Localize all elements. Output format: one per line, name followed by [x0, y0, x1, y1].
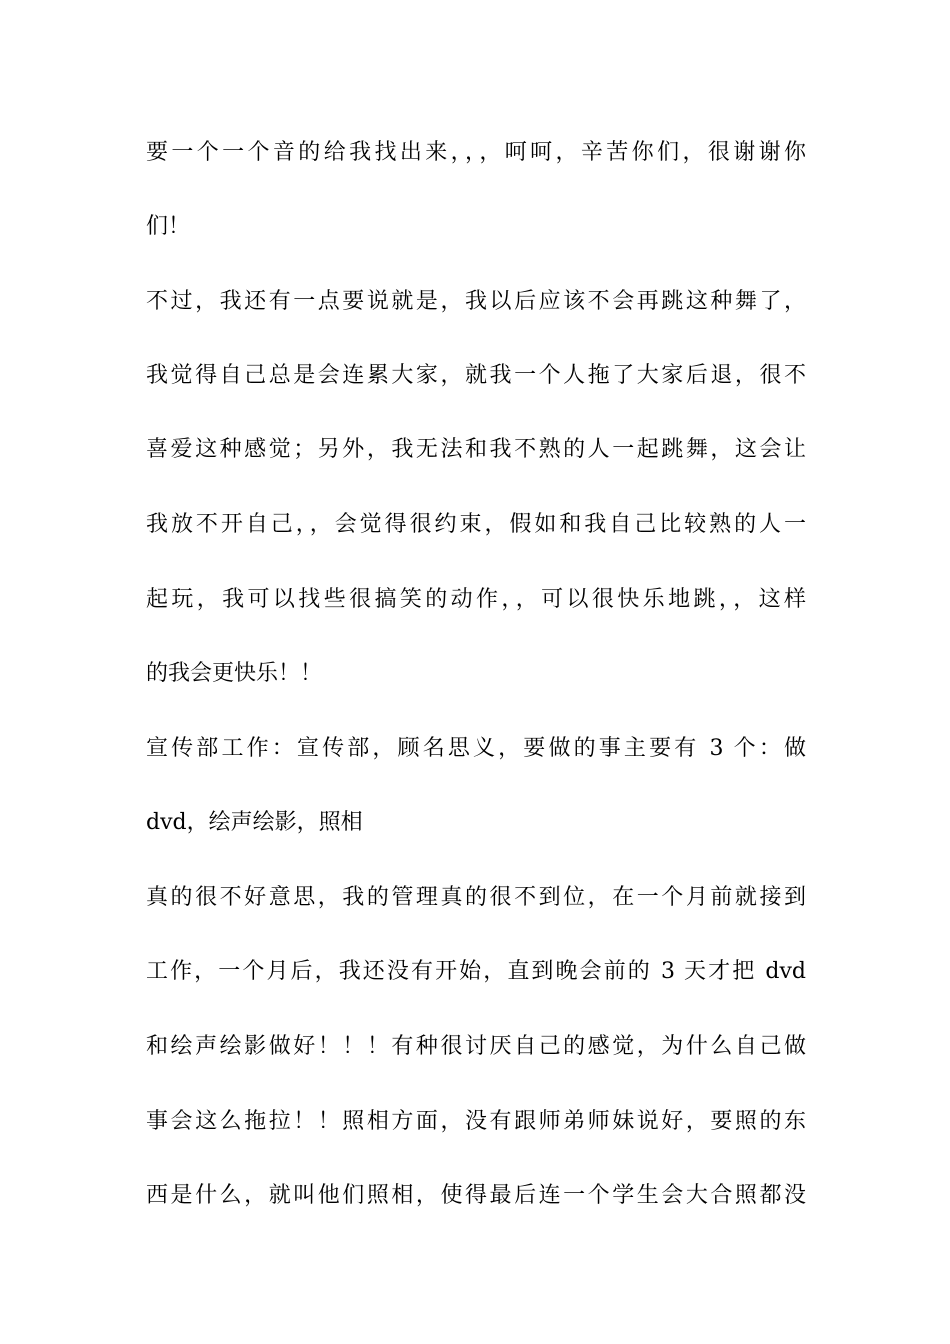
text-line: 真的很不好意思，我的管理真的很不到位，在一个月前就接到 [146, 885, 806, 910]
text-line: 的我会更快乐！！ [146, 661, 323, 686]
text-line: 起玩，我可以找些很搞笑的动作，，可以很快乐地跳，，这样 [146, 587, 806, 612]
text-line: 我放不开自己，，会觉得很约束，假如和我自己比较熟的人一 [146, 512, 806, 537]
text-line: 不过，我还有一点要说就是，我以后应该不会再跳这种舞了， [146, 289, 806, 314]
text-line: 们！ [146, 214, 191, 239]
text-line: 工作，一个月后，我还没有开始，直到晚会前的 3 天才把 dvd [146, 959, 806, 984]
text-line: 宣传部工作：宣传部，顾名思义，要做的事主要有 3 个：做 [146, 736, 806, 761]
text-line: 喜爱这种感觉；另外，我无法和我不熟的人一起跳舞，这会让 [146, 437, 806, 462]
text-line: 我觉得自己总是会连累大家，就我一个人拖了大家后退，很不 [146, 363, 806, 388]
text-line: 事会这么拖拉！！照相方面，没有跟师弟师妹说好，要照的东 [146, 1109, 806, 1134]
text-line: dvd，绘声绘影，照相 [146, 810, 363, 835]
text-line: 和绘声绘影做好！！！有种很讨厌自己的感觉，为什么自己做 [146, 1034, 806, 1059]
text-line: 要一个一个音的给我找出来，，，呵呵，辛苦你们，很谢谢你 [146, 140, 806, 165]
text-line: 西是什么，就叫他们照相，使得最后连一个学生会大合照都没 [146, 1183, 806, 1208]
